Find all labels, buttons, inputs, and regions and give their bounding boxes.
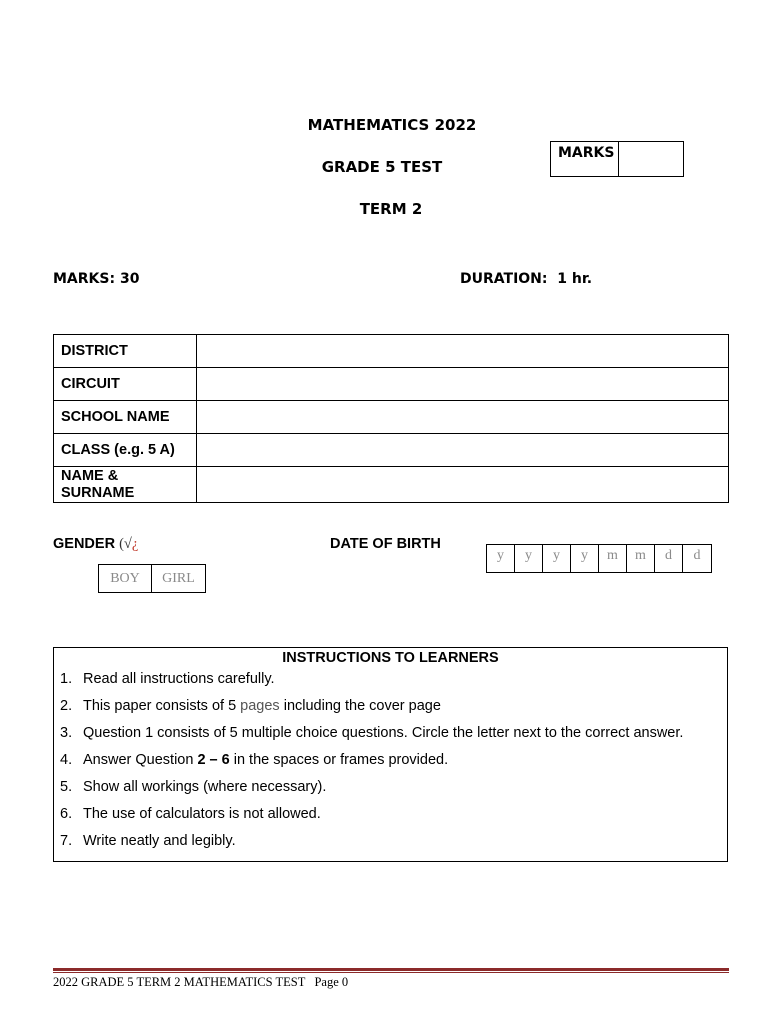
instructions-title: INSTRUCTIONS TO LEARNERS [282,650,499,666]
class-field[interactable] [197,434,729,467]
marks-box-value[interactable] [619,142,683,176]
gender-label [53,536,138,553]
circuit-field[interactable] [197,368,729,401]
item-text-bold: 2 – 6 [197,752,230,768]
girl-option[interactable]: GIRL [162,570,195,586]
item-text: The use of calculators is not allowed. [83,806,321,822]
item-text: This paper consists of 5 [83,698,241,714]
footer-rule-thin [53,972,729,973]
item-text: Write neatly and legibly. [83,833,236,849]
instructions-box [53,647,728,862]
table-row [54,434,729,467]
dob-year-cell[interactable]: y [543,545,571,572]
grade-heading: GRADE 5 TEST [321,158,443,176]
footer [53,975,348,990]
list-item [54,747,727,774]
term-heading: TERM 2 [359,200,423,218]
item-number: 6. [60,806,73,822]
dob-label: DATE OF BIRTH [330,536,441,552]
item-text-grey: pages [240,698,280,714]
name-label-line1: NAME & [61,467,119,484]
district-label: DISTRICT [54,335,197,368]
total-marks: MARKS: 30 [53,271,140,287]
dob-field[interactable] [486,544,712,573]
school-name-field[interactable] [197,401,729,434]
dob-day-cell[interactable]: d [693,548,701,563]
item-text: including the cover page [279,698,441,714]
dob-day-cell[interactable]: d [655,545,683,572]
instructions-list [54,666,727,855]
gender-label-text: GENDER [53,536,120,552]
item-number: 1. [60,671,73,687]
tick-tail: ¿ [131,536,139,552]
class-label: CLASS (e.g. 5 A) [54,434,197,467]
gender-options [98,564,206,593]
item-text: in the spaces or frames provided. [229,752,449,768]
page-number: Page 0 [314,975,349,989]
item-text: Question 1 consists of 5 multiple choice questions. Circle the letter next to the correct answer. [83,725,684,741]
table-row [54,401,729,434]
duration: DURATION: 1 hr. [460,271,593,287]
table-row [54,368,729,401]
list-item [54,801,727,828]
item-number: 5. [60,779,73,795]
footer-text: 2022 GRADE 5 TERM 2 MATHEMATICS TEST [53,975,306,989]
marks-box-label: MARKS [551,142,619,176]
list-item [54,828,727,855]
district-field[interactable] [197,335,729,368]
circuit-label: CIRCUIT [54,368,197,401]
item-number: 4. [60,752,73,768]
tick-symbol: (√ [119,536,132,552]
footer-rule [53,968,729,973]
item-number: 3. [60,725,73,741]
name-surname-label [54,467,197,503]
item-number: 2. [60,698,73,714]
page-title: MATHEMATICS 2022 [307,116,477,134]
table-row [54,335,729,368]
item-text: Read all instructions carefully. [83,671,275,687]
dob-year-cell[interactable]: y [487,545,515,572]
list-item [54,666,727,693]
dob-year-cell[interactable]: y [571,545,599,572]
table-row [54,467,729,503]
marks-box [550,141,684,177]
dob-month-cell[interactable]: m [627,545,655,572]
dob-year-cell[interactable]: y [515,545,543,572]
name-surname-field[interactable] [197,467,729,503]
school-name-label: SCHOOL NAME [54,401,197,434]
list-item [54,774,727,801]
learner-info-table [53,334,729,503]
list-item [54,720,727,747]
name-label-line2: SURNAME [61,484,135,501]
dob-month-cell[interactable]: m [599,545,627,572]
item-number: 7. [60,833,73,849]
item-text: Answer Question [83,752,198,768]
item-text: Show all workings (where necessary). [83,779,327,795]
list-item [54,693,727,720]
boy-option[interactable]: BOY [99,565,152,592]
